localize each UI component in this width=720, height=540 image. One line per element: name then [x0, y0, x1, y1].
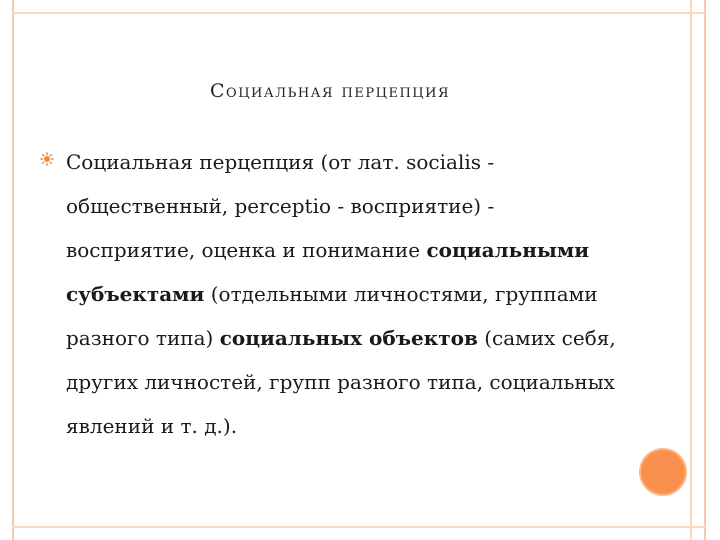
body-text-part-1: Социальная перцепция (от лат. socialis - общественный, perceptio - восприятие) - восприятие, оценка и понимание: [66, 150, 495, 262]
frame-right-outer-line: [704, 0, 706, 540]
sun-bullet-icon: [40, 152, 54, 166]
frame-right-inner-line: [690, 0, 692, 540]
body-paragraph: [66, 140, 626, 448]
bold-term-social-objects: социальных объектов: [219, 326, 478, 350]
frame-bottom-line: [12, 526, 706, 528]
frame-top-line: [12, 12, 706, 14]
body-text-part-3: (самих себя, других личностей, групп разного типа, социальных явлений и т. д.).: [66, 326, 616, 438]
orange-circle-decoration: [641, 450, 685, 494]
slide-title: Социальная перцепция: [210, 80, 450, 102]
bold-term-social-subjects: социальными субъектами: [66, 238, 590, 306]
body-text-part-2: (отдельными личностями, группами разного типа): [66, 282, 598, 350]
